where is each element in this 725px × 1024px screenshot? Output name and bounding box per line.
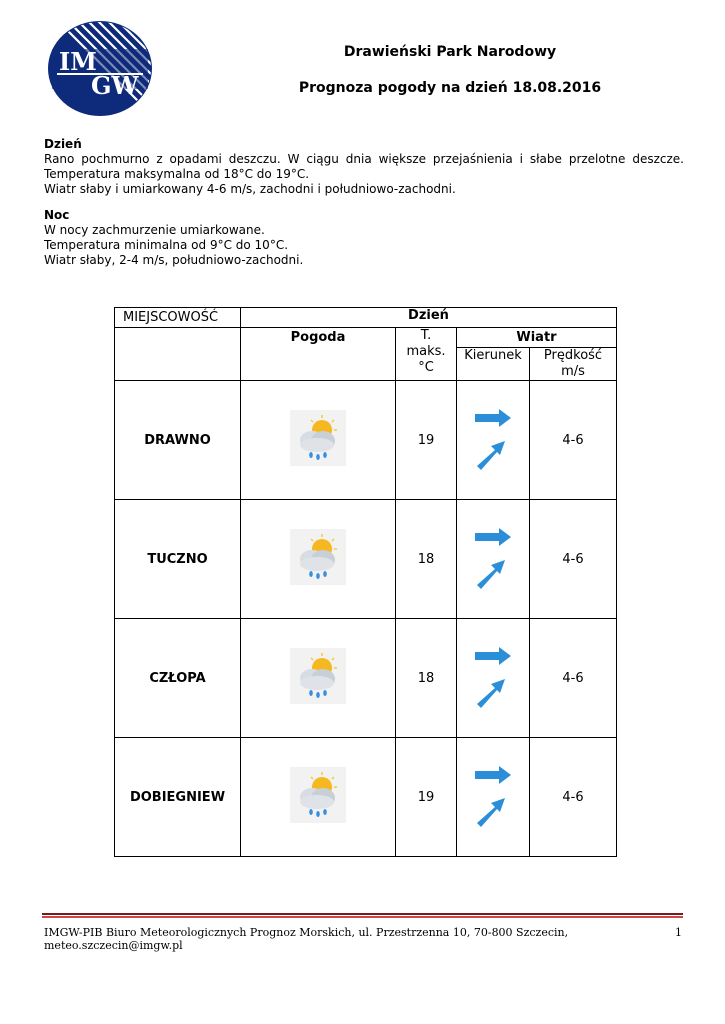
wind-direction-cell <box>457 619 530 738</box>
night-line-3: Wiatr słaby, 2-4 m/s, południowo-zachodni. <box>44 253 304 267</box>
logo-text-top: IM <box>59 47 97 76</box>
header-temp <box>396 328 457 381</box>
wind-speed: 4-6 <box>530 381 617 500</box>
wind-arrow-southwest-icon <box>473 794 513 830</box>
wind-direction-cell <box>457 381 530 500</box>
weather-cell <box>241 619 396 738</box>
wind-arrow-west-icon <box>473 645 513 667</box>
header-temp-line2: maks. <box>406 344 446 359</box>
header-speed <box>530 348 617 381</box>
logo-text-bottom: GW <box>91 71 139 100</box>
place-name: DRAWNO <box>115 381 241 500</box>
place-name: CZŁOPA <box>115 619 241 738</box>
sun-cloud-rain-icon <box>290 529 346 585</box>
night-forecast-section <box>44 208 684 268</box>
temperature: 19 <box>396 381 457 500</box>
forecast-table <box>114 307 617 857</box>
temperature: 19 <box>396 738 457 857</box>
header-day: Dzień <box>241 308 617 328</box>
day-line-3: Wiatr słaby i umiarkowany 4-6 m/s, zachodni i południowo-zachodni. <box>44 182 456 196</box>
wind-arrow-west-icon <box>473 764 513 786</box>
imgw-logo <box>47 20 153 117</box>
table-row <box>115 619 617 738</box>
temperature: 18 <box>396 500 457 619</box>
header-speed-line1: Prędkość <box>543 348 603 363</box>
wind-speed: 4-6 <box>530 500 617 619</box>
night-heading: Noc <box>44 208 70 222</box>
page-number: 1 <box>675 926 682 939</box>
wind-speed: 4-6 <box>530 738 617 857</box>
day-heading: Dzień <box>44 137 82 151</box>
wind-arrow-west-icon <box>473 407 513 429</box>
weather-cell <box>241 381 396 500</box>
table-row <box>115 738 617 857</box>
header-speed-line2: m/s <box>561 364 585 379</box>
wind-arrow-southwest-icon <box>473 675 513 711</box>
header-wind: Wiatr <box>457 328 617 348</box>
footer <box>44 926 684 952</box>
night-line-1: W nocy zachmurzenie umiarkowane. <box>44 223 265 237</box>
wind-direction-cell <box>457 500 530 619</box>
night-line-2: Temperatura minimalna od 9°C do 10°C. <box>44 238 289 252</box>
weather-cell <box>241 738 396 857</box>
sun-cloud-rain-icon <box>290 648 346 704</box>
day-line-1: Rano pochmurno z opadami deszczu. W ciągu dnia większe przejaśnienia i słabe przelotne deszcze. <box>44 152 684 166</box>
wind-arrow-west-icon <box>473 526 513 548</box>
place-name: TUCZNO <box>115 500 241 619</box>
sun-cloud-rain-icon <box>290 767 346 823</box>
weather-cell <box>241 500 396 619</box>
table-row <box>115 500 617 619</box>
header-temp-line3: °C <box>418 360 434 375</box>
place-name: DOBIEGNIEW <box>115 738 241 857</box>
header-place-blank <box>115 328 241 381</box>
header-direction: Kierunek <box>457 348 530 381</box>
wind-arrow-southwest-icon <box>473 556 513 592</box>
wind-direction-cell <box>457 738 530 857</box>
header-place: MIEJSCOWOŚĆ <box>115 308 241 328</box>
day-forecast-section <box>44 137 684 197</box>
wind-speed: 4-6 <box>530 619 617 738</box>
forecast-subtitle: Prognoza pogody na dzień 18.08.2016 <box>298 80 602 96</box>
sun-cloud-rain-icon <box>290 410 346 466</box>
page-title: Drawieński Park Narodowy <box>343 44 557 60</box>
table-row <box>115 381 617 500</box>
day-line-2: Temperatura maksymalna od 18°C do 19°C. <box>44 167 310 181</box>
wind-arrow-southwest-icon <box>473 437 513 473</box>
header-temp-line1: T. <box>420 328 432 343</box>
header-weather: Pogoda <box>241 328 396 381</box>
footer-text: IMGW-PIB Biuro Meteorologicznych Prognoz Morskich, ul. Przestrzenna 10, 70-800 Szczecin, meteo.szczecin@imgw.pl <box>44 926 569 952</box>
temperature: 18 <box>396 619 457 738</box>
footer-divider <box>42 913 683 918</box>
